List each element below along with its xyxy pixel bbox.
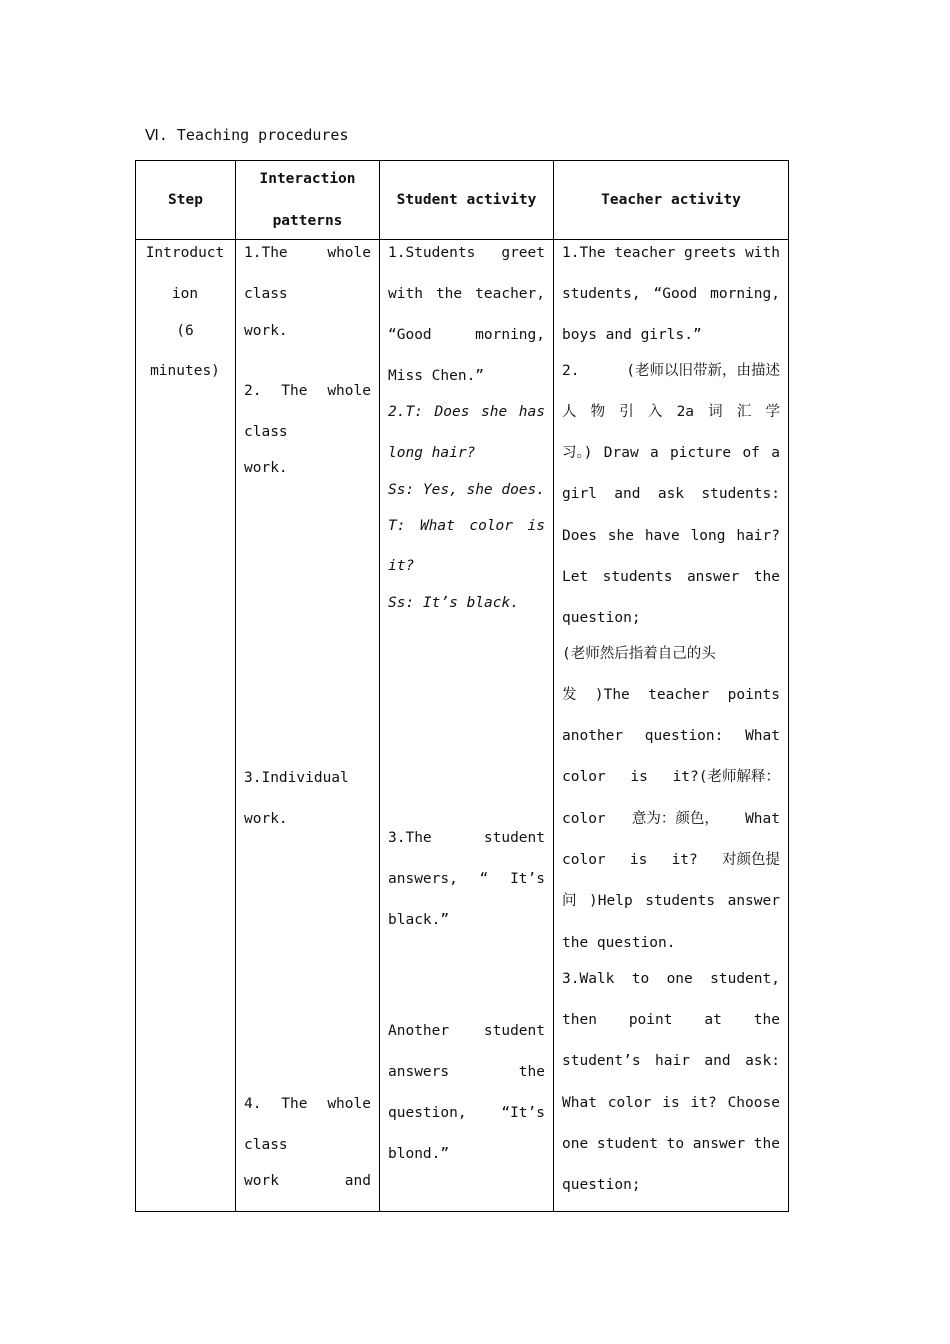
text-line (562, 527, 780, 545)
word: “Good (653, 286, 698, 302)
text-line (388, 870, 545, 888)
text-line (562, 1135, 780, 1153)
text-line (244, 1095, 371, 1113)
word: 词 (708, 404, 723, 420)
text-line (388, 285, 545, 303)
text-line: black.” (388, 912, 450, 928)
header-step: Step (136, 161, 236, 240)
text-line (562, 892, 780, 910)
word: T: (388, 518, 406, 534)
word: and (614, 486, 641, 502)
word: “ (479, 871, 489, 887)
word: does. (501, 482, 545, 498)
word: is (630, 769, 648, 785)
word: greet (501, 245, 545, 261)
word: “It’s (501, 1105, 545, 1121)
word: Choose (727, 1095, 780, 1111)
text-line (244, 1172, 371, 1190)
text-line (562, 362, 780, 380)
interaction-cell (236, 240, 380, 1212)
word: question: (644, 728, 724, 744)
word: picture (670, 445, 732, 461)
text-line: work. (244, 323, 288, 339)
text-line: question; (562, 1177, 641, 1193)
word: it? (690, 1095, 717, 1111)
text-line (562, 568, 780, 586)
step-cell (136, 240, 236, 1212)
teacher-activity-cell (554, 240, 789, 1212)
word: What (745, 811, 780, 827)
word: 2. (244, 383, 262, 399)
word: student (596, 1136, 658, 1152)
word: it? (671, 852, 698, 868)
word: Another (388, 1023, 450, 1039)
word: answer (727, 893, 780, 909)
word: a (650, 445, 659, 461)
word: point (628, 1012, 673, 1028)
word: teacher (648, 687, 710, 703)
text-line (388, 829, 545, 847)
word: color (469, 518, 514, 534)
text-line (244, 244, 371, 262)
text-line (562, 485, 780, 503)
text-line (562, 727, 780, 745)
text-line: class (244, 286, 288, 302)
word: Does (434, 404, 470, 420)
word: it?(老师解释： (672, 769, 780, 785)
word: then (562, 1012, 597, 1028)
word: to (631, 971, 650, 987)
word: students (602, 569, 673, 585)
text-line: Introduct (145, 245, 225, 261)
word: work (244, 1173, 279, 1189)
text-line: 3.Individual (244, 770, 349, 786)
word: (老师以旧带新，由描述 (626, 363, 780, 379)
text-line (562, 810, 780, 828)
word: Draw (603, 445, 639, 461)
word: with (388, 286, 423, 302)
word: student (483, 1023, 545, 1039)
word: The (281, 383, 308, 399)
text-line (562, 686, 780, 704)
word: 2. (562, 363, 580, 379)
text-line: class (244, 1137, 288, 1153)
text-line: work. (244, 811, 288, 827)
word: Ss: (388, 482, 415, 498)
word: student, (710, 971, 780, 987)
word: girl (562, 486, 597, 502)
section-heading: Ⅵ. Teaching procedures (145, 126, 349, 144)
word: morning, (710, 286, 780, 302)
word: the (753, 569, 780, 585)
word: students (645, 893, 716, 909)
word: another (562, 728, 624, 744)
word: 物 (590, 404, 606, 420)
word: 人 (562, 404, 577, 420)
header-interaction: Interaction patterns (236, 161, 380, 240)
word: 发 (562, 687, 577, 703)
word: It’s (510, 871, 545, 887)
word: students: (701, 486, 780, 502)
text-line (388, 403, 545, 421)
word: 引 (619, 404, 634, 420)
word: )Help (589, 893, 633, 909)
word: she (481, 404, 508, 420)
word: of (742, 445, 760, 461)
text-line (562, 1094, 780, 1112)
word: 学 (765, 404, 780, 420)
word: 3.Walk (562, 971, 615, 987)
text-line (388, 1063, 545, 1081)
word: is (662, 1095, 680, 1111)
text-line (562, 1011, 780, 1029)
text-line: Miss Chen.” (388, 368, 485, 384)
word: whole (327, 383, 371, 399)
word: color (562, 811, 606, 827)
text-line: work. (244, 460, 288, 476)
text-line (388, 1104, 545, 1122)
word: )The (594, 687, 630, 703)
word: 入 (647, 404, 663, 420)
word: ask: (745, 1053, 780, 1069)
word: 汇 (736, 404, 752, 420)
text-line (562, 244, 780, 262)
word: the (753, 1136, 780, 1152)
text-line (562, 851, 780, 869)
word: the (753, 1012, 780, 1028)
word: one (666, 971, 693, 987)
word: long (690, 528, 726, 544)
word: answers, (388, 871, 458, 887)
text-line: Ss: It’s black. (388, 595, 519, 611)
word: the (435, 286, 463, 302)
word: 1.Students (388, 245, 476, 261)
text-line (388, 517, 545, 535)
word: Let (562, 569, 589, 585)
word: Yes, (422, 482, 458, 498)
word: and (344, 1173, 371, 1189)
word: points (727, 687, 780, 703)
header-row (136, 161, 789, 240)
text-line (244, 382, 371, 400)
text-line (562, 970, 780, 988)
word: 习。) (562, 445, 593, 461)
word: have (644, 528, 680, 544)
text-line: ion (171, 286, 199, 302)
word: 4. (244, 1096, 262, 1112)
word: Does (562, 528, 597, 544)
word: whole (327, 245, 371, 261)
word: is (629, 852, 648, 868)
word: students, (562, 286, 641, 302)
text-line (388, 481, 545, 499)
teaching-procedures-table (135, 160, 789, 1212)
word: she (607, 528, 634, 544)
text-line: question; (562, 610, 641, 626)
word: greets (684, 245, 737, 261)
word: with (745, 245, 780, 261)
word: is (527, 518, 545, 534)
word: student (483, 830, 545, 846)
word: hair? (736, 528, 780, 544)
word: teacher (614, 245, 676, 261)
word: at (704, 1012, 722, 1028)
text-line (388, 326, 545, 344)
text-line (388, 244, 545, 262)
text-line (388, 1022, 545, 1040)
word: color (562, 852, 606, 868)
text-line (562, 1052, 780, 1070)
word: 1.The (244, 245, 288, 261)
table-row (136, 240, 789, 1212)
word: she (466, 482, 493, 498)
word: answer (692, 1136, 746, 1152)
word: What (419, 518, 455, 534)
text-line (562, 285, 780, 303)
text-line: blond.” (388, 1146, 450, 1162)
word: color (607, 1095, 652, 1111)
word: has (518, 404, 545, 420)
word: a (771, 445, 780, 461)
text-line: class (244, 424, 288, 440)
word: 2a (676, 404, 695, 420)
word: 2.T: (388, 404, 423, 420)
word: whole (327, 1096, 371, 1112)
word: and (704, 1053, 731, 1069)
header-teacher-activity: Teacher activity (554, 161, 789, 240)
text-line: the question. (562, 935, 676, 951)
word: hair (655, 1053, 690, 1069)
word: morning, (475, 327, 545, 343)
word: answers (388, 1064, 450, 1080)
word: color (562, 769, 606, 785)
text-line: it? (388, 558, 415, 574)
header-student-activity: Student activity (380, 161, 554, 240)
word: “Good (388, 327, 432, 343)
word: 3.The (388, 830, 432, 846)
word: one (562, 1136, 589, 1152)
word: What (745, 728, 780, 744)
word: 对颜色提 (721, 852, 780, 868)
word: 问 (562, 893, 577, 909)
word: The (281, 1096, 308, 1112)
text-line: minutes) (150, 363, 220, 379)
text-line (562, 768, 780, 786)
word: question, (388, 1105, 467, 1121)
word: teacher, (475, 286, 545, 302)
word: (老师然后指着自己的头 (562, 646, 716, 662)
text-line (562, 444, 780, 462)
text-line (562, 645, 780, 663)
word: answer (686, 569, 740, 585)
word: ask (657, 486, 685, 502)
word: 意为：颜色， (631, 811, 719, 827)
word: 1.The (562, 245, 606, 261)
text-line: long hair? (388, 445, 476, 461)
text-line: boys and girls.” (562, 327, 702, 343)
text-line (562, 403, 780, 421)
word: What (562, 1095, 597, 1111)
word: the (518, 1064, 545, 1080)
student-activity-cell (380, 240, 554, 1212)
word: student’s (562, 1053, 641, 1069)
word: to (666, 1136, 685, 1152)
text-line: (6 (176, 323, 194, 339)
